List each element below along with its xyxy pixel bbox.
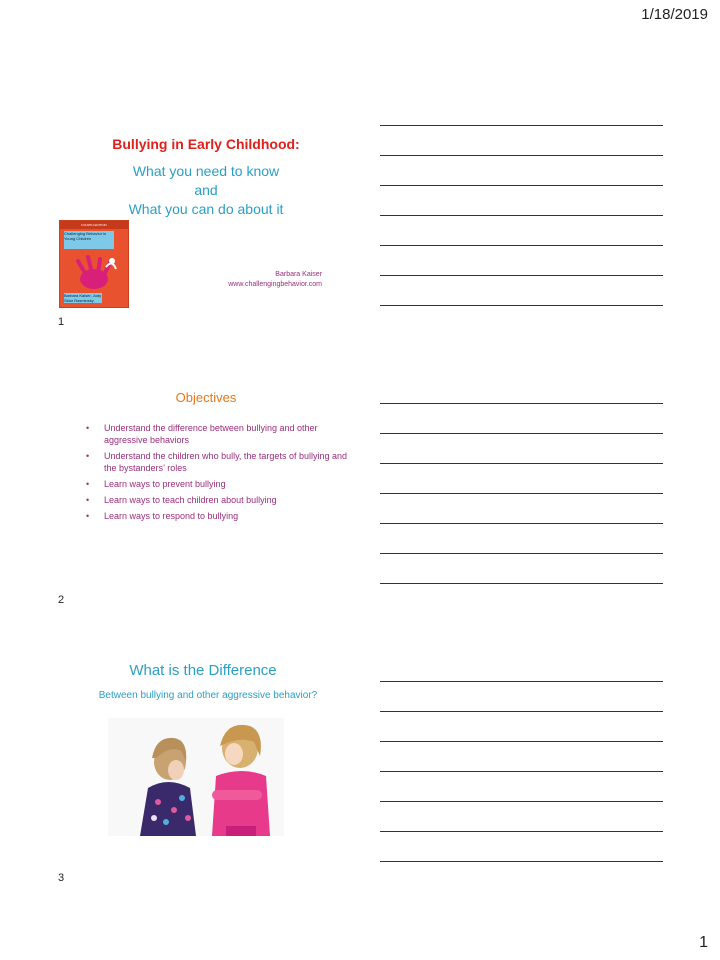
slide-3-title: What is the Difference: [129, 662, 277, 679]
note-line: [380, 245, 663, 246]
book-title: Challenging Behavior in Young Children: [64, 231, 114, 249]
objective-text: Learn ways to prevent bullying: [104, 479, 226, 489]
children-arguing-photo: [108, 718, 284, 836]
list-item: [86, 450, 356, 474]
book-cover-image: [59, 220, 129, 308]
objective-text: Learn ways to respond to bullying: [104, 511, 239, 521]
note-line: [380, 305, 663, 306]
note-line: [380, 711, 663, 712]
note-line: [380, 523, 663, 524]
note-line: [380, 275, 663, 276]
slide-2-title: Objectives: [175, 390, 237, 405]
list-item: [86, 510, 356, 522]
note-line: [380, 155, 663, 156]
note-line: [380, 125, 663, 126]
list-item: [86, 478, 356, 490]
objective-text: Understand the children who bully, the targets of bullying and the bystanders’ roles: [104, 451, 347, 473]
slide-3-subtitle: Between bullying and other aggressive behavior?: [98, 690, 318, 701]
book-band: FOURTH EDITION: [60, 221, 128, 229]
objective-text: Understand the difference between bullying and other aggressive behaviors: [104, 423, 318, 445]
slide-1-subtitle-line-1: What you need to know: [132, 163, 280, 179]
note-line: [380, 583, 663, 584]
slide-3: [58, 640, 358, 870]
bullet-icon: •: [86, 495, 90, 505]
slide-1-subtitle-line-2: and: [194, 182, 218, 198]
bullet-icon: •: [86, 479, 90, 489]
slide-1-number: 1: [58, 316, 65, 328]
note-line: [380, 741, 663, 742]
slide-1: [58, 100, 358, 330]
note-line: [380, 463, 663, 464]
slide-2: [58, 370, 358, 600]
bullet-icon: •: [86, 451, 90, 461]
slide-1-title: Bullying in Early Childhood:: [112, 136, 300, 152]
note-line: [380, 433, 663, 434]
note-line: [380, 185, 663, 186]
note-line: [380, 771, 663, 772]
note-line: [380, 553, 663, 554]
note-line: [380, 215, 663, 216]
bullet-icon: •: [86, 511, 90, 521]
author-website: www.challengingbehavior.com: [228, 281, 322, 288]
print-date: 1/18/2019: [641, 6, 708, 23]
author-name: Barbara Kaiser: [275, 271, 322, 278]
slide-3-number: 3: [58, 872, 65, 884]
objective-text: Learn ways to teach children about bullying: [104, 495, 277, 505]
note-line: [380, 861, 663, 862]
note-line: [380, 831, 663, 832]
objectives-list: [86, 422, 356, 526]
note-line: [380, 493, 663, 494]
note-line: [380, 403, 663, 404]
slide-2-number: 2: [58, 594, 65, 606]
slide-1-subtitle-line-3: What you can do about it: [128, 201, 284, 217]
bullet-icon: •: [86, 423, 90, 433]
note-line: [380, 801, 663, 802]
page-number: 1: [699, 934, 708, 951]
note-line: [380, 681, 663, 682]
list-item: [86, 494, 356, 506]
list-item: [86, 422, 356, 446]
book-authors: Barbara Kaiser, Judy Sklar Rasminsky: [64, 293, 102, 303]
book-illustration: [70, 253, 118, 291]
